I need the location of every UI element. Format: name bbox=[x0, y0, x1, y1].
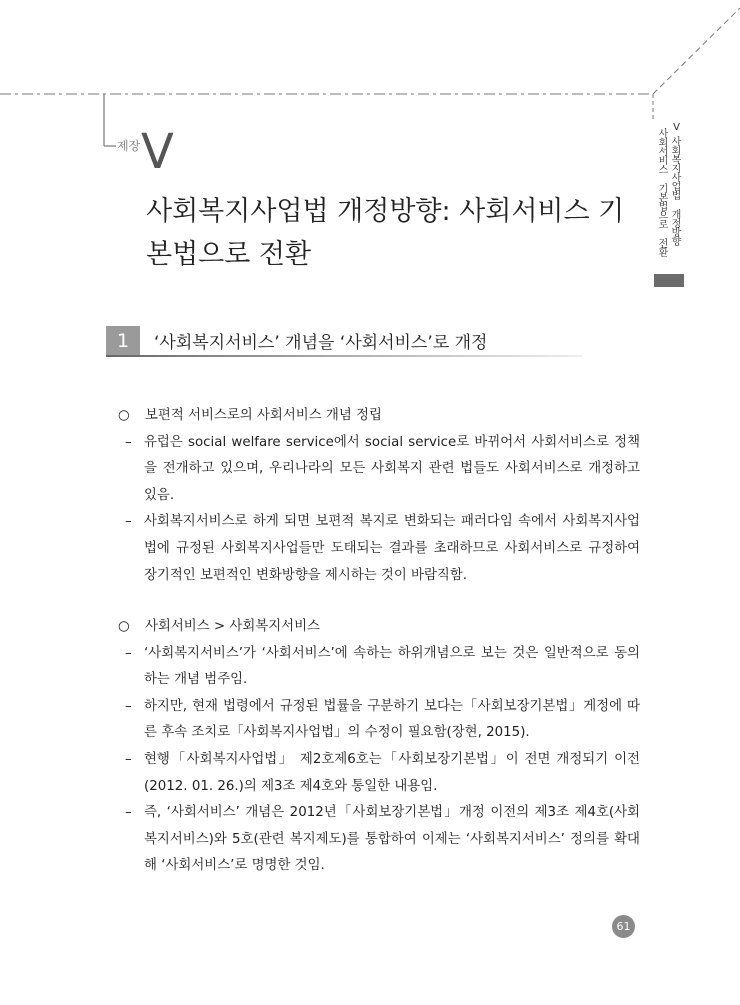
list-item-text: 현행「사회복지사업법」 제2호제6호는「사회보장기본법」이 전면 개정되기 이전(2012. 01. 26.)의 제3조 제4호와 통일한 내용임. bbox=[144, 751, 640, 794]
dash-bullet-icon: – bbox=[125, 751, 132, 767]
list-item bbox=[118, 641, 640, 694]
chapter-label: 제장 bbox=[117, 139, 141, 153]
section-number: 1 bbox=[106, 326, 140, 356]
dash-bullet-icon: – bbox=[125, 645, 132, 661]
section-block-2 bbox=[118, 614, 640, 880]
heading-text: 보편적 서비스로의 사회서비스 개념 정립 bbox=[145, 408, 382, 423]
list-item-text: 유럽은 social welfare service에서 social service로 바뀌어서 사회서비스로 정책을 전개하고 있으며, 우리나라의 모든 사회복지 관련 법들도 사회서비스로 개정하고 있음. bbox=[144, 434, 640, 503]
dash-bullet-icon: – bbox=[125, 698, 132, 714]
side-tab-title-line2: 사회서비스 기본법으로 전환 bbox=[656, 128, 667, 256]
list-item-text: 사회복지서비스로 하게 되면 보편적 복지로 변화되는 패러다임 속에서 사회복지사업법에 규정된 사회복지사업들만 도태되는 결과를 초래하므로 사회서비스로 규정하여 장기적인 보편적인 변화방향을 제시하는 것이 바람직함. bbox=[144, 514, 640, 583]
list-item-text: 하지만, 현재 법령에서 규정된 법률을 구분하기 보다는「사회보장기본법」게정에 따른 후속 조치로「사회복지사업법」의 수정이 필요함(장현, 2015). bbox=[144, 698, 640, 741]
circle-bullet-icon: ○ bbox=[118, 408, 130, 423]
list-item-text: ‘사회복지서비스’가 ‘사회서비스’에 속하는 하위개념으로 보는 것은 일반적으로 동의하는 개념 범주임. bbox=[144, 645, 640, 688]
section-title: ‘사회복지서비스’ 개념을 ‘사회서비스’로 개정 bbox=[154, 333, 488, 353]
dash-bullet-icon: – bbox=[125, 434, 132, 450]
list-item bbox=[118, 430, 640, 510]
side-tab-title-line1: 사회복지사업법 개정방향 bbox=[669, 136, 680, 245]
side-tab-numeral: V bbox=[671, 122, 682, 132]
heading-text: 사회서비스 > 사회복지서비스 bbox=[145, 619, 320, 634]
side-tab-bar bbox=[654, 274, 684, 287]
circle-bullet-icon: ○ bbox=[118, 619, 130, 634]
dash-bullet-icon: – bbox=[125, 805, 132, 821]
dash-bullet-icon: – bbox=[125, 514, 132, 530]
list-item bbox=[118, 509, 640, 589]
section-header bbox=[106, 326, 582, 356]
chapter-numeral: V bbox=[141, 124, 174, 180]
list-item bbox=[118, 747, 640, 800]
section-block-1 bbox=[118, 403, 640, 589]
section-underline bbox=[106, 355, 582, 357]
list-item bbox=[118, 800, 640, 880]
bullet-heading bbox=[118, 403, 640, 430]
list-item bbox=[118, 694, 640, 747]
page-number: 61 bbox=[612, 915, 635, 938]
chapter-title: 사회복지사업법 개정방향: 사회서비스 기본법으로 전환 bbox=[146, 196, 625, 270]
list-item-text: 즉, ‘사회서비스’ 개념은 2012년「사회보장기본법」개정 이전의 제3조 제4호(사회복지서비스)와 5호(관련 복지제도)를 통합하여 이제는 ‘사회복지서비스’ 정의를 확대해 ‘사회서비스’로 명명한 것임. bbox=[144, 805, 640, 874]
bullet-heading bbox=[118, 614, 640, 641]
